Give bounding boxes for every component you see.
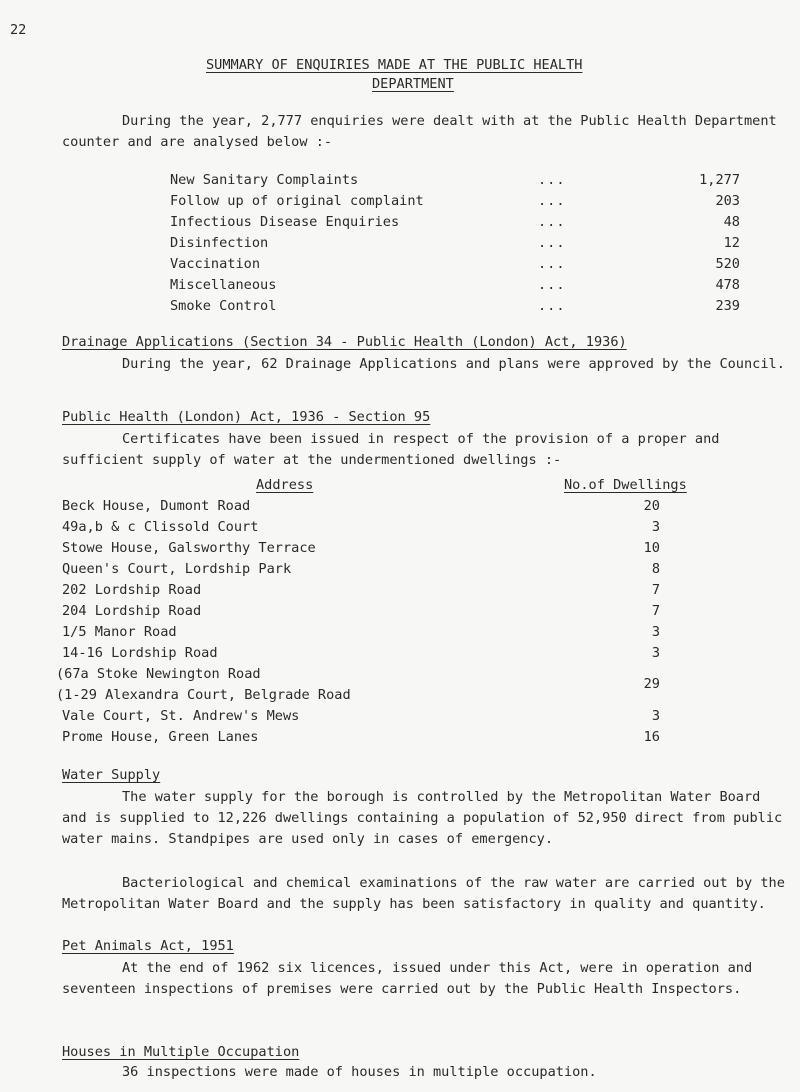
table-row-address: 202 Lordship Road [62,582,202,598]
public-health-heading: Public Health (London) Act, 1936 - Section 95 [62,409,431,425]
table-row-count: 7 [651,603,660,619]
enquiry-dots: ... [538,298,566,314]
table-row-address: 14-16 Lordship Road [62,645,218,661]
enquiry-dots: ... [538,256,566,272]
enquiry-label: New Sanitary Complaints [170,172,359,188]
table-row-address-group-line2: (1-29 Alexandra Court, Belgrade Road [56,687,351,703]
table-row-count: 20 [643,498,660,514]
table-row-count: 3 [651,624,660,640]
column-header-dwellings: No.of Dwellings [564,477,687,493]
water-supply-heading: Water Supply [62,767,161,783]
houses-multiple-occupation-heading: Houses in Multiple Occupation [62,1044,300,1060]
enquiry-label: Miscellaneous [170,277,277,293]
enquiry-dots: ... [538,277,566,293]
table-row-address-group-line1: (67a Stoke Newington Road [56,666,261,682]
table-row-count: 3 [651,519,660,535]
page-title-line1: SUMMARY OF ENQUIRIES MADE AT THE PUBLIC HEALTH [206,57,583,73]
page-title-line2: DEPARTMENT [372,76,454,92]
enquiry-dots: ... [538,235,566,251]
table-row-address: Beck House, Dumont Road [62,498,251,514]
table-row-count: 3 [651,645,660,661]
enquiry-dots: ... [538,172,566,188]
table-row-address: 204 Lordship Road [62,603,202,619]
table-row-address: 1/5 Manor Road [62,624,177,640]
enquiry-value: 203 [715,193,740,209]
page-number: 22 [10,22,27,38]
enquiry-value: 1,277 [699,172,740,188]
enquiry-value: 48 [723,214,740,230]
column-header-address: Address [256,477,314,493]
pet-animals-paragraph: At the end of 1962 six licences, issued under this Act, were in operation and seventeen inspections of premises were carried out by the Public Health Inspectors. [62,960,753,997]
table-row-count: 7 [651,582,660,598]
table-row-count: 16 [643,729,660,745]
drainage-paragraph: During the year, 62 Drainage Applications and plans were approved by the Council. [122,356,785,372]
public-health-paragraph: Certificates have been issued in respect of the provision of a proper and sufficient supply of water at the undermentioned dwellings :- [62,431,720,468]
drainage-heading: Drainage Applications (Section 34 - Public Health (London) Act, 1936) [62,334,627,350]
enquiry-label: Disinfection [170,235,269,251]
enquiry-dots: ... [538,193,566,209]
enquiry-label: Follow up of original complaint [170,193,424,209]
enquiry-dots: ... [538,214,566,230]
table-row-count: 3 [651,708,660,724]
table-row-address: Stowe House, Galsworthy Terrace [62,540,316,556]
enquiry-value: 478 [715,277,740,293]
table-row-address: Prome House, Green Lanes [62,729,259,745]
intro-paragraph: During the year, 2,777 enquiries were dealt with at the Public Health Department counter and are analysed below :- [62,113,777,150]
water-supply-paragraph: The water supply for the borough is controlled by the Metropolitan Water Board and is supplied to 12,226 dwellings containing a population of 52,950 direct from public water mains. Standpipes are used only in cases of emergency. [62,789,783,847]
table-row-address: 49a,b & c Clissold Court [62,519,259,535]
table-row-address: Queen's Court, Lordship Park [62,561,292,577]
water-quality-paragraph: Bacteriological and chemical examinations of the raw water are carried out by the Metropolitan Water Board and the supply has been satisfactory in quality and quantity. [62,875,785,912]
table-row-count: 29 [643,676,660,692]
table-row-count: 8 [651,561,660,577]
table-row-count: 10 [643,540,660,556]
table-row-address: Vale Court, St. Andrew's Mews [62,708,300,724]
enquiry-value: 520 [715,256,740,272]
enquiry-label: Smoke Control [170,298,277,314]
pet-animals-heading: Pet Animals Act, 1951 [62,938,234,954]
enquiry-label: Infectious Disease Enquiries [170,214,400,230]
houses-multiple-occupation-paragraph: 36 inspections were made of houses in multiple occupation. [122,1064,597,1080]
enquiry-value: 239 [715,298,740,314]
enquiry-label: Vaccination [170,256,261,272]
enquiry-value: 12 [723,235,740,251]
